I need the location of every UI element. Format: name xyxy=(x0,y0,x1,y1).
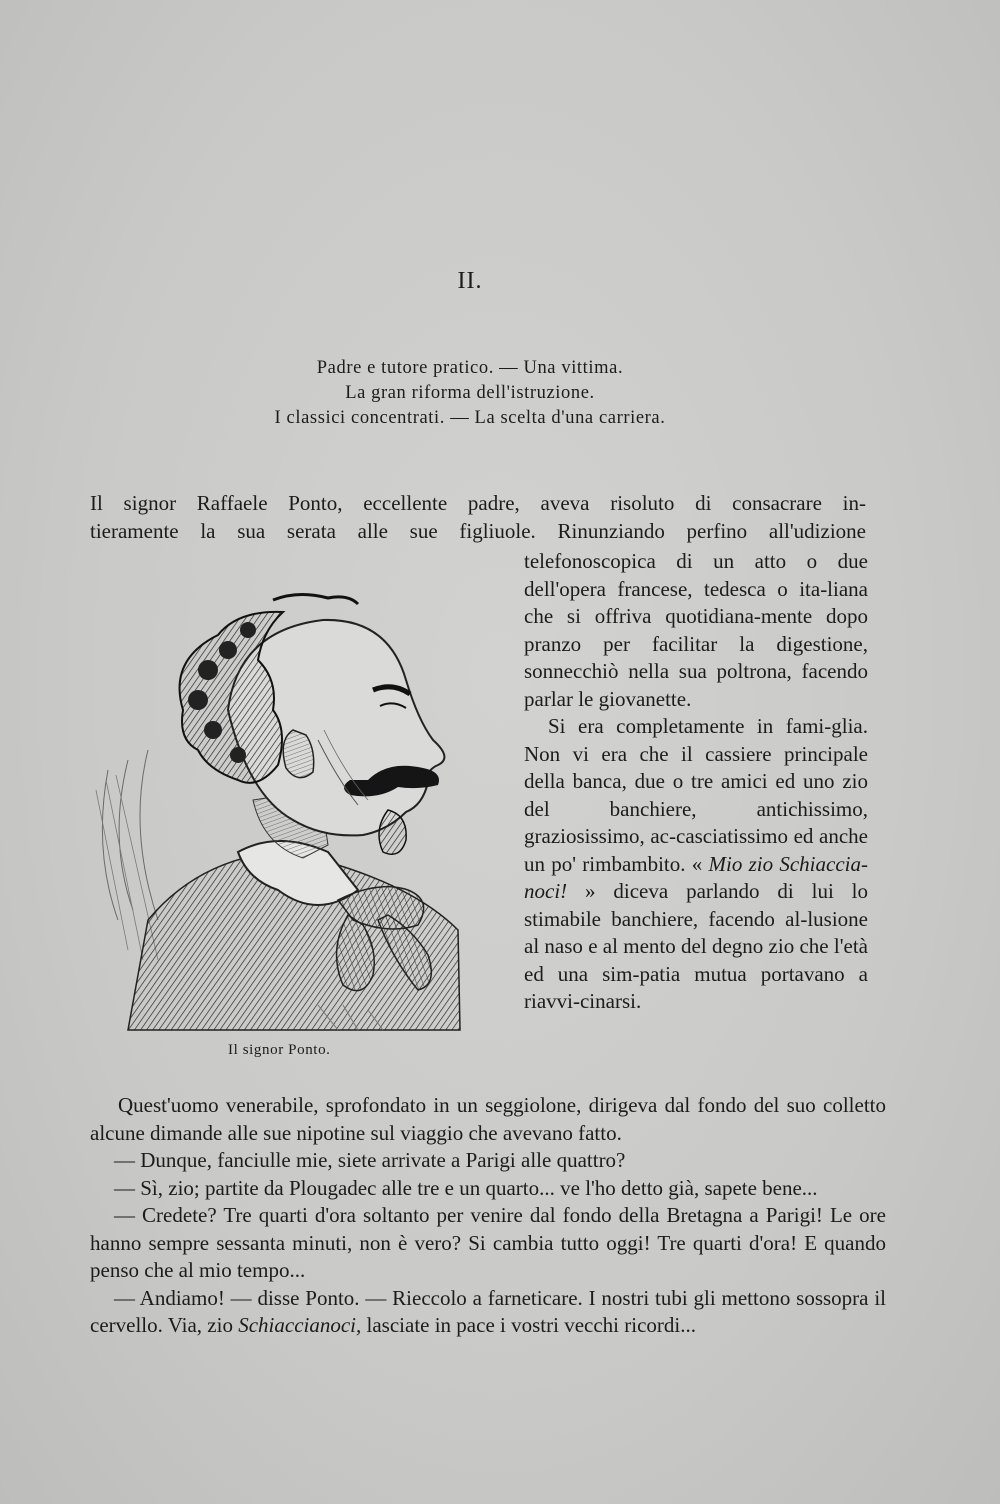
dialogue-paragraph xyxy=(90,1285,886,1340)
summary-line: Padre e tutore pratico. — Una vittima. xyxy=(316,358,624,378)
column-paragraph: telefonoscopica di un atto o due dell'opera francese, tedesca o ita-liana che si offriva quotidiana-mente dopo pranzo per facilitar la digestione, sonnecchiò nella sua poltrona, facendo parlar le giovanette. xyxy=(524,549,868,711)
text-column xyxy=(524,548,868,1016)
paragraph-text: — Andiamo! — disse Ponto. — Rieccolo a farneticare. I nostri tubi gli mettono sossopra il cervello. Via, zio xyxy=(90,1285,886,1337)
chapter-summary xyxy=(210,356,730,431)
summary-line: I classici concentrati. — La scelta d'una carriera. xyxy=(274,408,666,428)
dialogue-section xyxy=(90,1092,886,1340)
paragraph-text: » diceva parlando di lui lo stimabile banchiere, facendo al-lusione al naso e al mento del degno zio che l'età ed una sim-patia mutua portavano a riavvi-cinarsi. xyxy=(524,879,868,1013)
dialogue-paragraph: — Credete? Tre quarti d'ora soltanto per venire dal fondo della Bretagna a Parigi! Le ore hanno sempre sessanta minuti, non è vero? Si cambia tutto oggi! Tre quarti d'ora! E quando penso che al mio tempo... xyxy=(90,1203,886,1282)
italic-nickname: Schiaccianoci, xyxy=(238,1313,362,1337)
dialogue-paragraph: — Dunque, fanciulle mie, siete arrivate a Parigi alle quattro? xyxy=(114,1148,626,1172)
chapter-number: II. xyxy=(457,268,483,294)
intro-paragraph xyxy=(90,490,866,545)
dialogue-paragraph: Quest'uomo venerabile, sprofondato in un seggiolone, dirigeva dal fondo del suo colletto alcune dimande alle sue nipotine sul viaggio che avevano fatto. xyxy=(90,1093,886,1145)
paragraph-text: lasciate in pace i vostri vecchi ricordi... xyxy=(366,1313,696,1337)
summary-line: La gran riforma dell'istruzione. xyxy=(345,383,595,403)
paragraph-text: Si era completamente in fami-glia. Non vi era che il cassiere principale della banca, due o tre amici ed uno zio del banchiere, antichissimo, graziosissimo, ac-casciatissimo ed anche un po' rimbambito. « xyxy=(524,714,868,876)
figure-caption: Il signor Ponto. xyxy=(228,1042,331,1058)
dialogue-paragraph: — Sì, zio; partite da Plougadec alle tre e un quarto... ve l'ho detto già, sapete bene... xyxy=(114,1175,818,1200)
portrait-engraving-icon xyxy=(88,590,508,1040)
portrait-illustration xyxy=(88,590,508,1040)
column-paragraph xyxy=(524,713,868,1016)
intro-line: tieramente la sua serata alle sue figliuole. Rinunziando perfino all'udizione xyxy=(90,518,866,543)
intro-line: Il signor Raffaele Ponto, eccellente padre, aveva risoluto di consacrare in- xyxy=(90,491,866,515)
italic-nickname: Mio zio Schiaccia-noci! xyxy=(524,851,868,903)
